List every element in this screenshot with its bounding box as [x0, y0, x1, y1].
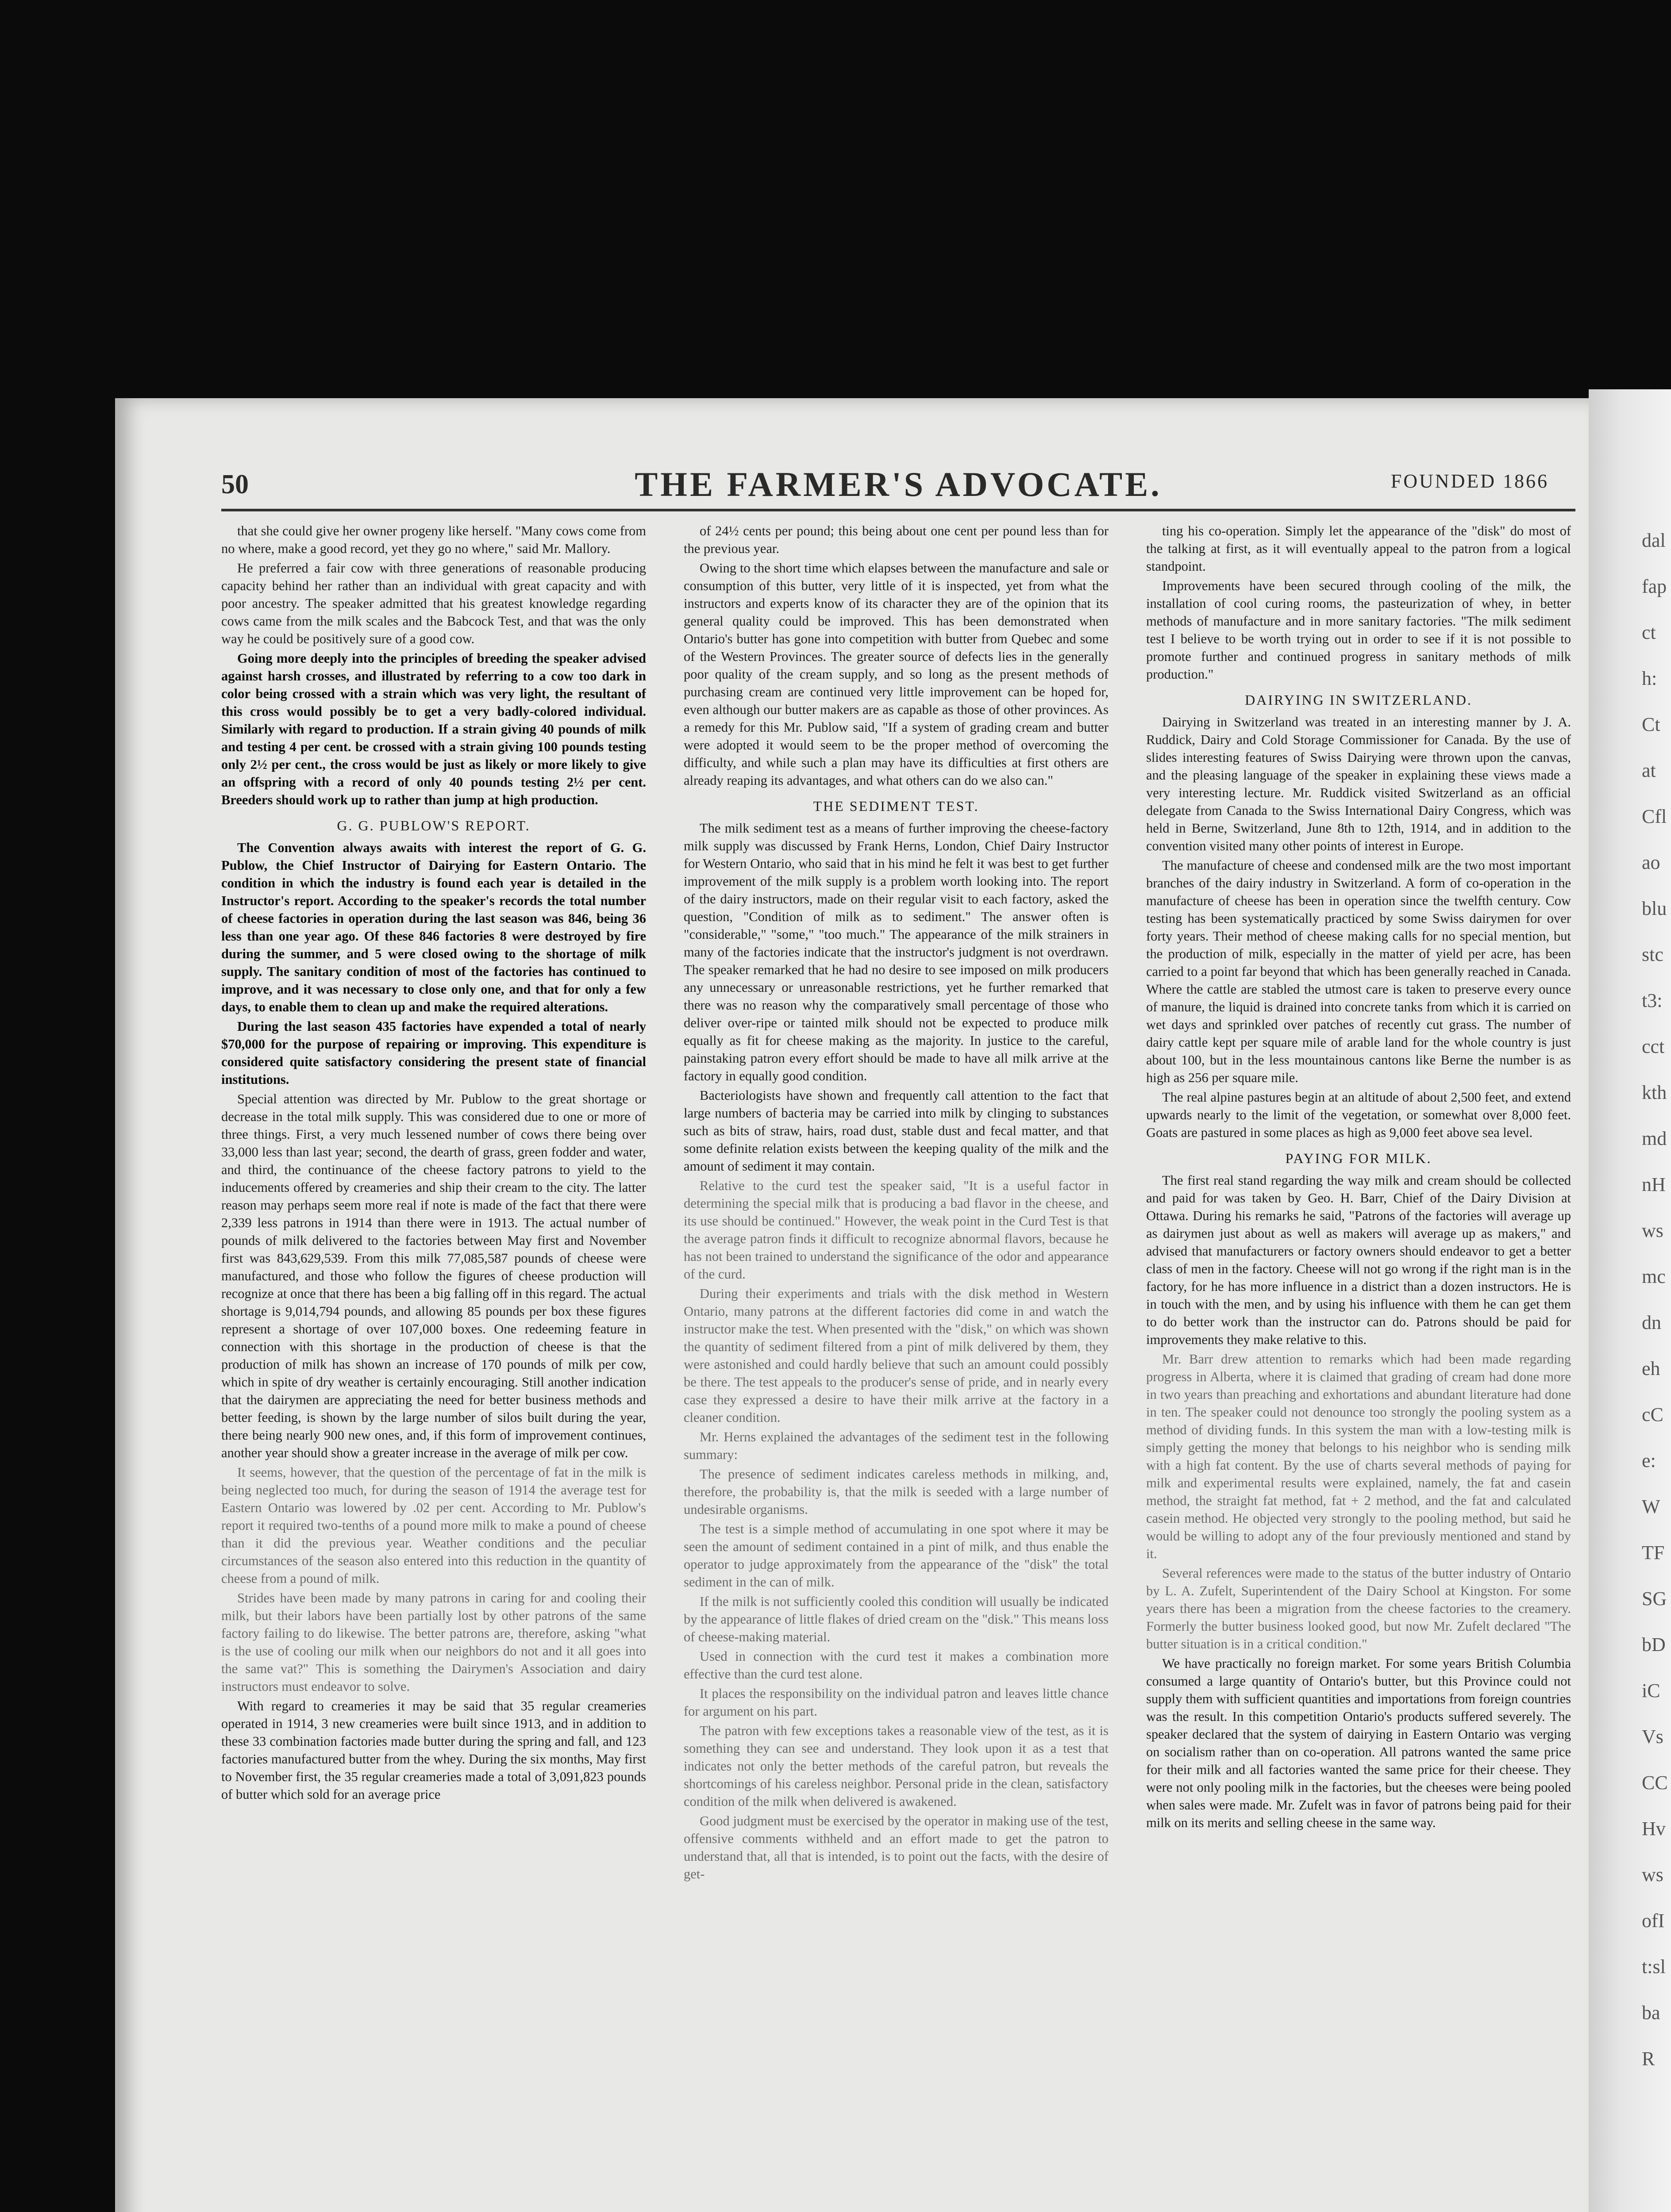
page-number: 50 [221, 469, 249, 499]
paragraph: Mr. Barr drew attention to remarks which had been made regarding progress in Alberta, where it is claimed that grading of cream had done more in two years than preaching and exhortations and abundant literature had done in ten. The speaker could not denounce too strongly the pooling system as a method of dividing funds. In this system the man with a low-testing milk is simply getting the money that belongs to his neighbor who is sending milk with a high fat content. By the use of charts several methods of paying for milk and experimental results were explained, namely, the fat and casein method, the straight fat method, fat + 2 method, and the fat and calculated casein method. He objected very strongly to the pooling method, but said he would be willing to adopt any of the four previously mentioned and stand by it. [1146, 1352, 1571, 1561]
paragraph: During the last season 435 factories have expended a total of nearly $70,000 for the purpose of repairing or improving. This expenditure is considered quite satisfactory considering the present state of financial institutions. [221, 1019, 646, 1087]
paragraph: It seems, however, that the question of the percentage of fat in the milk is being neglected too much, for during the season of 1914 the average test for Eastern Ontario was lowered by .02 per cent. According to Mr. Publow's report it required two-tenths of a pound more milk to make a pound of cheese than it did the previous year. Weather conditions and the peculiar circumstances of the season also entered into this reduction in the quantity of cheese from a pound of milk. [221, 1465, 646, 1586]
masthead-title: THE FARMER'S ADVOCATE. [635, 465, 1162, 503]
paragraph: Going more deeply into the principles of breeding the speaker advised against harsh crosses, and illustrated by referring to a cow too dark in color being crossed with a strain which was very light, the resultant of this cross would possibly be to get a very badly-colored individual. Similarly with regard to production. If a strain giving 40 pounds of milk and testing 4 per cent. be crossed with a strain giving 100 pounds testing only 2½ per cent., the cross would be just as likely or more likely to give an offspring with a record of only 40 pounds testing 2½ per cent. Breeders should work up to rather than jump at high production. [221, 651, 646, 807]
newspaper-page [115, 398, 1589, 2212]
adjacent-page-letters: dalfapcth:CtatCflaoblustct3:cctkthmdnHwsmcdnehcCe:WTFSGbDiCVsCCHvwsofIt:slbaR [1642, 530, 1668, 2070]
paragraph: that she could give her owner progeny like herself. "Many cows come from no where, make a good record, yet they go no where," said Mr. Mallory. [221, 523, 646, 556]
section-heading-publow: G. G. PUBLOW'S REPORT. [337, 818, 531, 833]
paragraph: If the milk is not sufficiently cooled this condition will usually be indicated by the appearance of little flakes of dried cream on the "disk." This means loss of cheese-making material. [684, 1594, 1109, 1644]
paragraph: Special attention was directed by Mr. Publow to the great shortage or decrease in the total milk supply. This was considered due to one or more of three things. First, a very much lessened number of cows there being over 33,000 less than last year; second, the dearth of grass, green fodder and water, and third, the continuance of the cheese factory patrons to yield to the inducements offered by creameries and ship their cream to the city. The latter reason may perhaps seem more real if note is made of the fact that there were 2,339 less patrons in 1914 than there were in 1913. The actual number of pounds of milk delivered to the factories between May first and November first was 843,629,539. From this milk 77,085,587 pounds of cheese were manufactured, and those who follow the figures of cheese production will recognize at once that there has been a big falling off in this regard. The actual shortage is 9,014,794 pounds, and allowing 85 pounds per box these figures represent a shortage of over 107,000 boxes. One redeeming feature in connection with this shortage in the production of cheese is that the production of milk has shown an increase of 170 pounds of milk per cow, which in spite of dry weather is certainly encouraging. Still another indication that the dairymen are appreciating the need for better business methods and better feeding, is shown by the large number of silos built during the year, there being nearly 900 new ones, and, if this form of improvement continues, another year should show a greater increase in the average of milk per cow. [221, 1091, 646, 1460]
paragraph: We have practically no foreign market. For some years British Columbia consumed a large quantity of Ontario's butter, but this Province could not supply them with sufficient quantities and importations from foreign countries was the result. In this competition Ontario's products suffered severely. The speaker declared that the system of dairying in Eastern Ontario was verging on socialism rather than on co-operation. All patrons wanted the same price for their milk and all factories wanted the same price for their cheese. They were not only pooling milk in the factories, but the cheeses were being pooled when sales were made. Mr. Zufelt was in favor of patrons being paid for their milk on its merits and selling cheese in the same way. [1146, 1656, 1571, 1830]
paragraph: Mr. Herns explained the advantages of the sediment test in the following summary: [684, 1429, 1109, 1462]
paragraph: Owing to the short time which elapses between the manufacture and sale or consumption of this butter, very little of it is inspected, yet from what the instructors and experts know of its character they are of the opinion that its general quality could be improved. This has been demonstrated when Ontario's butter has gone into competition with butter from Quebec and some of the Western Provinces. The greater source of defects lies in the generally poor quality of the cream supply, and so long as the present methods of purchasing cream are continued very little improvement can be hoped for, even although our butter makers are as capable as those of other provinces. As a remedy for this Mr. Publow said, "If a system of grading cream and butter were adopted it would seem to be the proper method of overcoming the difficulty, and while such a plan may have its difficulties at first others are already reaping its advantages, and what others can do we also can." [684, 561, 1109, 788]
paragraph: The first real stand regarding the way milk and cream should be collected and paid for was taken by Geo. H. Barr, Chief of the Dairy Division at Ottawa. During his remarks he said, "Patrons of the factories will average up as dairymen just about as well as makers will average up as makers," and advised that manufacturers or factory owners should endeavor to get a better class of men in the factory. Cheese will not go wrong if the right man is in the factory, for he has more influence in a district than a dozen instructors. He is in touch with the men, and by using his influence with them he can get them to do better work than the instructor can do. Patrons should be paid for improvements they make relative to this. [1146, 1173, 1571, 1347]
paragraph: Improvements have been secured through cooling of the milk, the installation of cool curing rooms, the pasteurization of whey, in better methods of manufacture and in more sanitary factories. "The milk sediment test I believe to be worth trying out in order to see if it is not possible to promote further and continued progress in sanitary methods of milk production." [1146, 578, 1571, 682]
section-heading-sediment: THE SEDIMENT TEST. [813, 798, 979, 814]
paragraph: Strides have been made by many patrons in caring for and cooling their milk, but their labors have been partially lost by other patrons of the same factory failing to do likewise. The better patrons are, therefore, asking "what is the use of cooling our milk when our neighbors do not and it all goes into the same vat?" This is something the Dairymen's Association and dairy instructors must endeavor to solve. [221, 1590, 646, 1694]
section-heading-switzerland: DAIRYING IN SWITZERLAND. [1245, 692, 1472, 708]
paragraph: The patron with few exceptions takes a reasonable view of the test, as it is something they can see and understand. They look upon it as a test that indicates not only the better methods of the careful patron, but reveals the shortcomings of his careless neighbor. Personal pride in the clean, satisfactory condition of the milk when delivered is awakened. [684, 1723, 1109, 1809]
section-heading-paying: PAYING FOR MILK. [1285, 1150, 1432, 1166]
paragraph: Several references were made to the status of the butter industry of Ontario by L. A. Zufelt, Superintendent of the Dairy School at Kingston. For some years there has been a migration from the cheese factories to the creamery. Formerly the butter business looked good, but now Mr. Zufelt declared "The butter situation is in a critical condition." [1146, 1566, 1571, 1651]
paragraph: Used in connection with the curd test it makes a combination more effective than the curd test alone. [684, 1649, 1109, 1682]
column-3 [1146, 522, 1571, 2212]
paragraph: With regard to creameries it may be said that 35 regular creameries operated in 1914, 3 new creameries were built since 1913, and in addition to these 33 combination factories made butter during the spring and fall, and 123 factories manufactured butter from the whey. During the six months, May first to November first, the 35 regular creameries made a total of 3,091,823 pounds of butter which sold for an average price [221, 1698, 646, 1802]
paragraph: He preferred a fair cow with three generations of reasonable producing capacity behind her rather than an individual with great capacity and with poor ancestry. The speaker admitted that his greatest knowledge regarding cows came from the milk scales and the Babcock Test, and that was the only way he could be positively sure of a good cow. [221, 561, 646, 646]
founded-label: FOUNDED 1866 [1390, 470, 1549, 492]
paragraph: Dairying in Switzerland was treated in an interesting manner by J. A. Ruddick, Dairy and Cold Storage Commissioner for Canada. By the use of slides interesting features of Swiss Dairying were thrown upon the canvas, and the pleasing language of the speaker in explaining these views made a very interesting lecture. Mr. Ruddick visited Switzerland as an official delegate from Canada to the Swiss International Dairy Congress, which was held in Berne, Switzerland, June 8th to 12th, 1914, and in addition to the convention visited many other points of interest in Europe. [1146, 714, 1571, 853]
paragraph: During their experiments and trials with the disk method in Western Ontario, many patrons at the different factories did come in and watch the instructor make the test. When presented with the "disk," on which was shown the quantity of sediment filtered from a pint of milk delivered by them, they were astonished and could hardly believe that such an amount could possibly be there. The test appeals to the producer's sense of pride, and in nearly every case they expressed a desire to have their milk arrive at the factory in a cleaner condition. [684, 1286, 1109, 1425]
paragraph: The test is a simple method of accumulating in one spot where it may be seen the amount of sediment contained in a pint of milk, and thus enable the operator to judge approximately from the appearance of the "disk" the total sediment in the can of milk. [684, 1521, 1109, 1590]
column-2 [684, 522, 1109, 2212]
paragraph: The presence of sediment indicates careless methods in milking, and, therefore, the probability is, that the milk is seeded with a large number of undesirable organisms. [684, 1467, 1109, 1517]
adjacent-page-edge [1589, 389, 1671, 2212]
article-columns [221, 522, 1575, 2212]
paragraph: of 24½ cents per pound; this being about one cent per pound less than for the previous year. [684, 523, 1109, 556]
paragraph: Good judgment must be exercised by the operator in making use of the test, offensive comments withheld and an effort made to get the patron to understand that, all that is intended, is to point out the facts, with the desire of get- [684, 1813, 1109, 1882]
paragraph: It places the responsibility on the individual patron and leaves little chance for argument on his part. [684, 1686, 1109, 1719]
paragraph: ting his co-operation. Simply let the appearance of the "disk" do most of the talking at first, as it will eventually appeal to the patron from a logical standpoint. [1146, 523, 1571, 574]
paragraph: The milk sediment test as a means of further improving the cheese-factory milk supply was discussed by Frank Herns, London, Chief Dairy Instructor for Western Ontario, who said that in his mind he felt it was best to get further improvement of the milk supply is a problem worth looking into. The report of the dairy instructors, made on their regular visit to each factory, asked the question, "Condition of milk as to sediment." The answer often is "considerable," "some," "too much." The appearance of the milk strainers in many of the factories indicate that the instructor's judgment is not overdrawn. The speaker remarked that he had no desire to see imposed on milk producers any unnecessary or unreasonable restrictions, yet he further remarked that there was no reason why the comparatively small percentage of those who deliver over-ripe or tainted milk should not be expected to produce milk equally as fit for cheese making as the majority. In justice to the careful, painstaking patron every effort should be made to have all milk arrive at the factory in equally good condition. [684, 821, 1109, 1083]
paragraph: The Convention always awaits with interest the report of G. G. Publow, the Chief Instructor of Dairying for Eastern Ontario. The condition in which the industry is found each year is detailed in the Instructor's report. According to the speaker's records the total number of cheese factories in operation during the last season was 846, being 36 less than one year ago. Of these 846 factories 8 were destroyed by fire during the summer, and 5 were closed owing to the shortage of milk supply. The sanitary condition of most of the factories has continued to improve, and it was necessary to close only one, and that for only a few days, to enable them to clean up and make the required alterations. [221, 840, 646, 1014]
header-rule [221, 509, 1575, 511]
paragraph: The real alpine pastures begin at an altitude of about 2,500 feet, and extend upwards nearly to the limit of the vegetation, or somewhat over 8,000 feet. Goats are pastured in some places as high as 9,000 feet above sea level. [1146, 1090, 1571, 1140]
paragraph: The manufacture of cheese and condensed milk are the two most important branches of the dairy industry in Switzerland. A form of co-operation in the manufacture of cheese has been in operation since the twelfth century. Cow testing has been systematically practiced by some Swiss dairymen for over forty years. Their method of cheese making calls for no special mention, but the production of milk, especially in the matter of yield per acre, has been carried to a point far beyond that which has been generally reached in Canada. Where the cattle are stabled the utmost care is taken to preserve every ounce of manure, the liquid is drained into concrete tanks from which it is carried on wet days and sprinkled over patches of recently cut grass. The number of dairy cattle kept per square mile of arable land for the whole country is just about 100, but in the less mountainous cantons like Berne the number is as high as 256 per square mile. [1146, 858, 1571, 1085]
column-1 [221, 522, 646, 2212]
page-header [221, 465, 1575, 504]
paragraph: Relative to the curd test the speaker said, "It is a useful factor in determining the special milk that is producing a bad flavor in the cheese, and its use should be continued." However, the weak point in the Curd Test is that the average patron finds it difficult to recognize abnormal flavors, because he has not been trained to understand the significance of the odor and appearance of the curd. [684, 1178, 1109, 1282]
paragraph: Bacteriologists have shown and frequently call attention to the fact that large numbers of bacteria may be carried into milk by clinging to substances such as bits of straw, hairs, road dust, stable dust and fecal matter, and that some definite relation exists between the keeping quality of the milk and the amount of sediment it may contain. [684, 1088, 1109, 1174]
